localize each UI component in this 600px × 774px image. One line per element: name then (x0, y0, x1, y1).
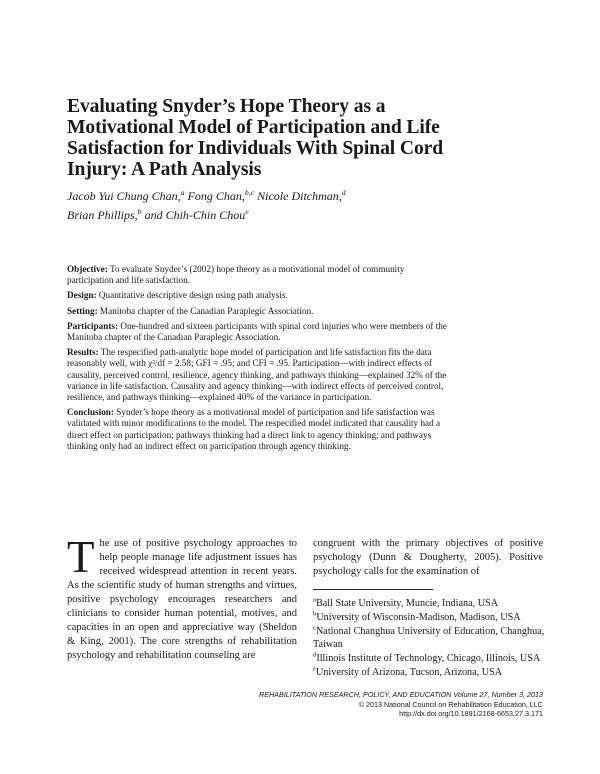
author-affil-mark: b,c (244, 188, 255, 197)
affiliation-mark: b (313, 610, 317, 618)
section-label: Setting: (67, 305, 98, 316)
section-text: The respecified path-analytic hope model of participation and life satisfaction fits the data reasonably well, with χ²/df = 2.58; GFI = .95; and CFI = .95. Participation—with indirect effects of causality, perceived control, resilience, agency thinking, and pathways thinking—explained 32% of the variance in life satisfaction. Causality and agency thinking—with indirect effects of perceived control, resilience, and pathways thinking—explained 40% of the variance in participation. (67, 347, 447, 403)
section-text: Quantitative descriptive design using path analysis. (98, 290, 288, 301)
affiliation-text: Ball State University, Muncie, Indiana, USA (315, 598, 499, 609)
section-text: Manitoba chapter of the Canadian Paraplegic Association. (99, 305, 314, 316)
author-name: Chih-Chin Chou (165, 208, 246, 222)
author-name: Jacob Yui Chung Chan, (67, 189, 181, 203)
affiliation-mark: a (313, 596, 316, 604)
abstract-setting (67, 306, 451, 317)
abstract-objective (67, 264, 451, 286)
journal-citation: REHABILITATION RESEARCH, POLICY, AND EDUCATION Volume 27, Number 3, 2013 (259, 690, 543, 699)
author-affil-mark: a (180, 188, 185, 197)
body-paragraph: congruent with the primary objectives of positive psychology (Dunn & Dougherty, 2005). Positive psychology calls for the examination of (313, 538, 543, 577)
affiliation-list (313, 597, 545, 680)
section-label: Objective: (67, 264, 108, 274)
journal-footer (203, 690, 543, 719)
author-name: Fong Chan, (187, 189, 245, 203)
author-affil-mark: d (341, 188, 346, 197)
author-conjunction: and (144, 208, 163, 222)
affiliation-item (313, 625, 545, 653)
section-text: To evaluate Snyder’s (2002) hope theory as a motivational model of community participation and life satisfaction. (67, 264, 405, 286)
author-affil-mark: e (245, 207, 249, 216)
affiliation-text: National Changhua University of Education, Changhua, Taiwan (313, 625, 545, 651)
body-column-left (67, 532, 297, 663)
affiliation-item (313, 666, 545, 680)
author-affil-mark: b (137, 207, 142, 216)
abstract-conclusion (67, 407, 451, 452)
body-column-right (313, 537, 543, 579)
copyright-line: © 2013 National Council on Rehabilitation Education, LLC (358, 699, 543, 709)
author-name: Brian Phillips, (67, 208, 138, 222)
section-label: Conclusion: (67, 407, 114, 418)
affiliation-text: University of Wisconsin-Madison, Madison, USA (316, 611, 521, 623)
section-text: One-hundred and sixteen participants with spinal cord injuries who were members of the Manitoba chapter of the Canadian Paraplegic Association. (67, 320, 447, 343)
footnote-divider (313, 589, 433, 590)
doi-link[interactable]: http://dx.doi.org/10.1891/2168-6653.27.3.171 (399, 709, 543, 718)
abstract-results (67, 347, 451, 403)
abstract (67, 264, 451, 456)
affiliation-item (313, 652, 545, 666)
drop-cap: T (67, 532, 95, 582)
affiliation-item (313, 597, 545, 611)
section-label: Design: (67, 290, 97, 301)
section-text: Synder’s hope theory as a motivational model of participation and life satisfaction was validated with minor modifications to the model. The respecified model indicated that causality had a direct effect on participation; pathways thinking had a direct link to agency thinking; and pathways thinking only had an indirect effect on participation through agency thinking. (67, 407, 441, 451)
article-title: Evaluating Snyder’s Hope Theory as a Motivational Model of Participation and Life Satisfaction for Individuals With Spinal Cord Injury: A Path Analysis (67, 96, 444, 180)
affiliation-mark: d (313, 651, 317, 659)
author-name: Nicole Ditchman, (257, 189, 342, 203)
section-label: Results: (67, 347, 99, 358)
author-list (67, 187, 467, 225)
body-paragraph: he use of positive psychology approaches to help people manage life adjustment issues has received widespread attention in recent years. As the scientific study of human strengths and virtues, positive psychology encourages researchers and clinicians to consider human potential, motives, and capacities in an open and appreciative way (Sheldon & King, 2001). The core strengths of rehabilitation psychology and rehabilitation counseling are (67, 538, 297, 661)
affiliation-text: University of Arizona, Tucson, Arizona, USA (315, 666, 503, 678)
affiliation-mark: e (313, 665, 316, 673)
abstract-design (67, 290, 451, 301)
affiliation-mark: c (313, 624, 316, 632)
abstract-participants (67, 321, 451, 343)
affiliation-text: Illinois Institute of Technology, Chicago, Illinois, USA (316, 653, 541, 665)
affiliation-item (313, 611, 545, 625)
section-label: Participants: (67, 320, 119, 331)
